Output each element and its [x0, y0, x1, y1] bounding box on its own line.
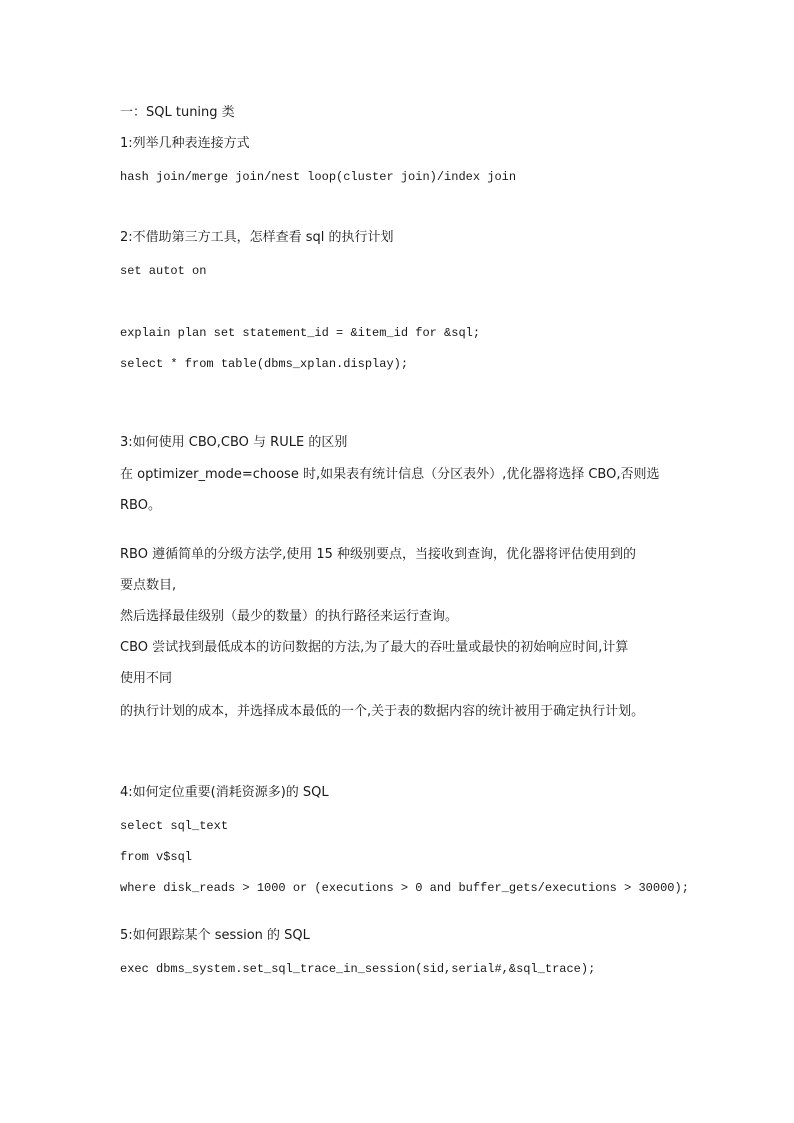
answer-5-line: exec dbms_system.set_sql_trace_in_session(sid,serial#,&sql_trace);: [120, 962, 596, 976]
answer-3-line: 在 optimizer_mode=choose 时,如果表有统计信息（分区表外）,优化器将选择 CBO,否则选: [120, 467, 660, 482]
answer-3-line: RBO 遵循简单的分级方法学,使用 15 种级别要点，当接收到查询，优化器将评估使用到的: [120, 547, 637, 562]
answer-3-line: 使用不同: [120, 671, 173, 686]
answer-3-line: 的执行计划的成本，并选择成本最低的一个,关于表的数据内容的统计被用于确定执行计划。: [120, 704, 645, 719]
section-title: 一：SQL tuning 类: [120, 105, 235, 120]
question-1: 1:列举几种表连接方式: [120, 136, 250, 151]
answer-3-line: 要点数目,: [120, 578, 177, 593]
question-3: 3:如何使用 CBO,CBO 与 RULE 的区别: [120, 435, 348, 450]
answer-3-line: RBO。: [120, 498, 161, 513]
answer-4-line: select sql_text: [120, 819, 229, 833]
answer-3-line: 然后选择最佳级别（最少的数量）的执行路径来运行查询。: [120, 609, 459, 624]
question-2: 2:不借助第三方工具，怎样查看 sql 的执行计划: [120, 230, 394, 245]
answer-4-line: from v$sql: [120, 850, 193, 864]
answer-3-line: CBO 尝试找到最低成本的访问数据的方法,为了最大的吞吐量或最快的初始响应时间,计算: [120, 640, 629, 655]
question-5: 5:如何跟踪某个 session 的 SQL: [120, 928, 310, 943]
answer-4-line: where disk_reads > 1000 or (executions > 0 and buffer_gets/executions > 30000);: [120, 881, 689, 895]
question-4: 4:如何定位重要(消耗资源多)的 SQL: [120, 785, 329, 800]
answer-2-line: select * from table(dbms_xplan.display);: [120, 357, 409, 371]
answer-2-line: set autot on: [120, 264, 207, 278]
answer-1-line: hash join/merge join/nest loop(cluster join)/index join: [120, 170, 517, 184]
answer-2-line: explain plan set statement_id = &item_id for &sql;: [120, 326, 481, 340]
